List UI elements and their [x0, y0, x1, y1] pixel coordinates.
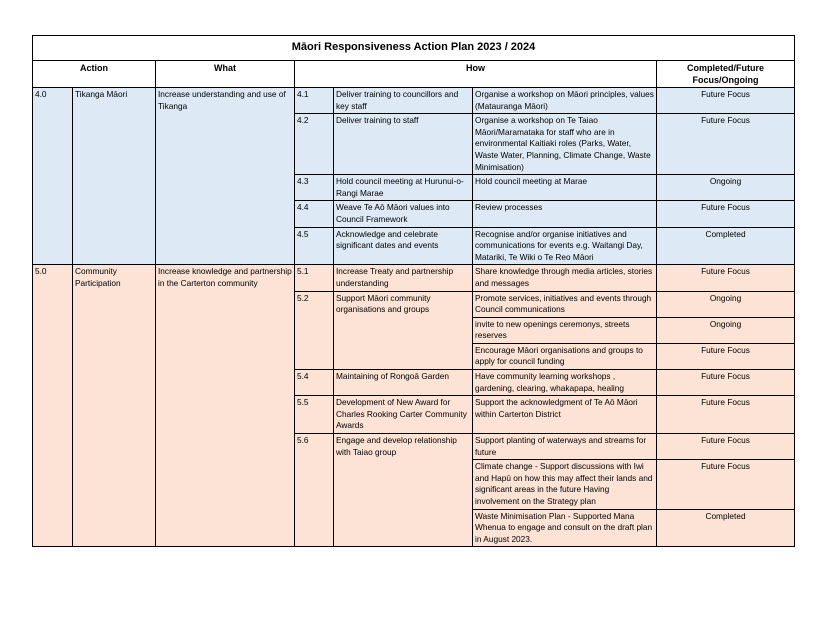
- status-cell: Future Focus: [657, 88, 795, 114]
- item-task: Organise a workshop on Māori principles, values (Matauranga Māori): [473, 88, 657, 114]
- item-description: Deliver training to staff: [334, 114, 473, 175]
- item-task: Support the acknowledgment of Te Aō Māori within Carterton District: [473, 396, 657, 434]
- item-description: Deliver training to councillors and key staff: [334, 88, 473, 114]
- status-cell: Future Focus: [657, 460, 795, 509]
- status-cell: Future Focus: [657, 114, 795, 175]
- item-description: Engage and develop relationship with Taiao group: [334, 434, 473, 547]
- section-what: Increase understanding and use of Tikanga: [156, 88, 295, 265]
- status-cell: Future Focus: [657, 265, 795, 291]
- section-number: 5.0: [33, 265, 73, 547]
- status-cell: Future Focus: [657, 370, 795, 396]
- item-task: Have community learning workshops , gardening, clearing, whakapapa, healing: [473, 370, 657, 396]
- status-cell: Future Focus: [657, 201, 795, 227]
- item-task: Recognise and/or organise initiatives and communications for events e.g. Waitangi Day, Matariki, Te Wiki o Te Reo Māori: [473, 227, 657, 265]
- section-action: Tikanga Māori: [73, 88, 156, 265]
- table-row: [33, 88, 795, 114]
- item-task: Promote services, initiatives and events through Council communications: [473, 291, 657, 317]
- item-task: Encourage Māori organisations and groups to apply for council funding: [473, 343, 657, 369]
- item-description: Maintaining of Rongoā Garden: [334, 370, 473, 396]
- status-cell: Ongoing: [657, 175, 795, 201]
- item-number: 5.2: [295, 291, 334, 370]
- item-number: 4.1: [295, 88, 334, 114]
- item-number: 5.1: [295, 265, 334, 291]
- item-number: 4.2: [295, 114, 334, 175]
- item-task: Organise a workshop on Te Taiao Māori/Maramataka for staff who are in environmental Kaitiaki roles (Parks, Water, Waste Water, Planning, Climate Change, Waste Minimisation): [473, 114, 657, 175]
- item-task: Waste Minimisation Plan - Supported Mana Whenua to engage and consult on the draft plan in August 2023.: [473, 509, 657, 547]
- item-number: 4.3: [295, 175, 334, 201]
- page-title: Māori Responsiveness Action Plan 2023 / 2024: [33, 36, 795, 61]
- item-number: 5.4: [295, 370, 334, 396]
- item-description: Acknowledge and celebrate significant dates and events: [334, 227, 473, 265]
- item-description: Weave Te Aō Māori values into Council Framework: [334, 201, 473, 227]
- item-description: Development of New Award for Charles Rooking Carter Community Awards: [334, 396, 473, 434]
- item-number: 5.5: [295, 396, 334, 434]
- header-action: Action: [33, 61, 156, 88]
- item-task: Hold council meeting at Marae: [473, 175, 657, 201]
- status-cell: Ongoing: [657, 291, 795, 317]
- item-task: Climate change - Support discussions with Iwi and Hapū on how this may affect their lands and significant areas in the future Having involvement on the Strategy plan: [473, 460, 657, 509]
- header-how: How: [295, 61, 657, 88]
- item-description: Support Māori community organisations and groups: [334, 291, 473, 370]
- table-body: [33, 88, 795, 547]
- status-cell: Future Focus: [657, 396, 795, 434]
- header-what: What: [156, 61, 295, 88]
- section-what: Increase knowledge and partnership in the Carterton community: [156, 265, 295, 547]
- status-cell: Future Focus: [657, 434, 795, 460]
- status-cell: Completed: [657, 509, 795, 547]
- item-task: Support planting of waterways and streams for future: [473, 434, 657, 460]
- item-number: 5.6: [295, 434, 334, 547]
- status-cell: Completed: [657, 227, 795, 265]
- item-task: Share knowledge through media articles, stories and messages: [473, 265, 657, 291]
- action-plan-table: [32, 35, 795, 547]
- item-description: Increase Treaty and partnership understanding: [334, 265, 473, 291]
- item-description: Hold council meeting at Hurunui-o-Rangi Marae: [334, 175, 473, 201]
- section-action: Community Participation: [73, 265, 156, 547]
- item-number: 4.4: [295, 201, 334, 227]
- section-number: 4.0: [33, 88, 73, 265]
- header-status: Completed/Future Focus/Ongoing: [657, 61, 795, 88]
- status-cell: Future Focus: [657, 343, 795, 369]
- item-number: 4.5: [295, 227, 334, 265]
- status-cell: Ongoing: [657, 317, 795, 343]
- item-task: Review processes: [473, 201, 657, 227]
- table-row: [33, 265, 795, 291]
- item-task: invite to new openings ceremonys, streets reserves: [473, 317, 657, 343]
